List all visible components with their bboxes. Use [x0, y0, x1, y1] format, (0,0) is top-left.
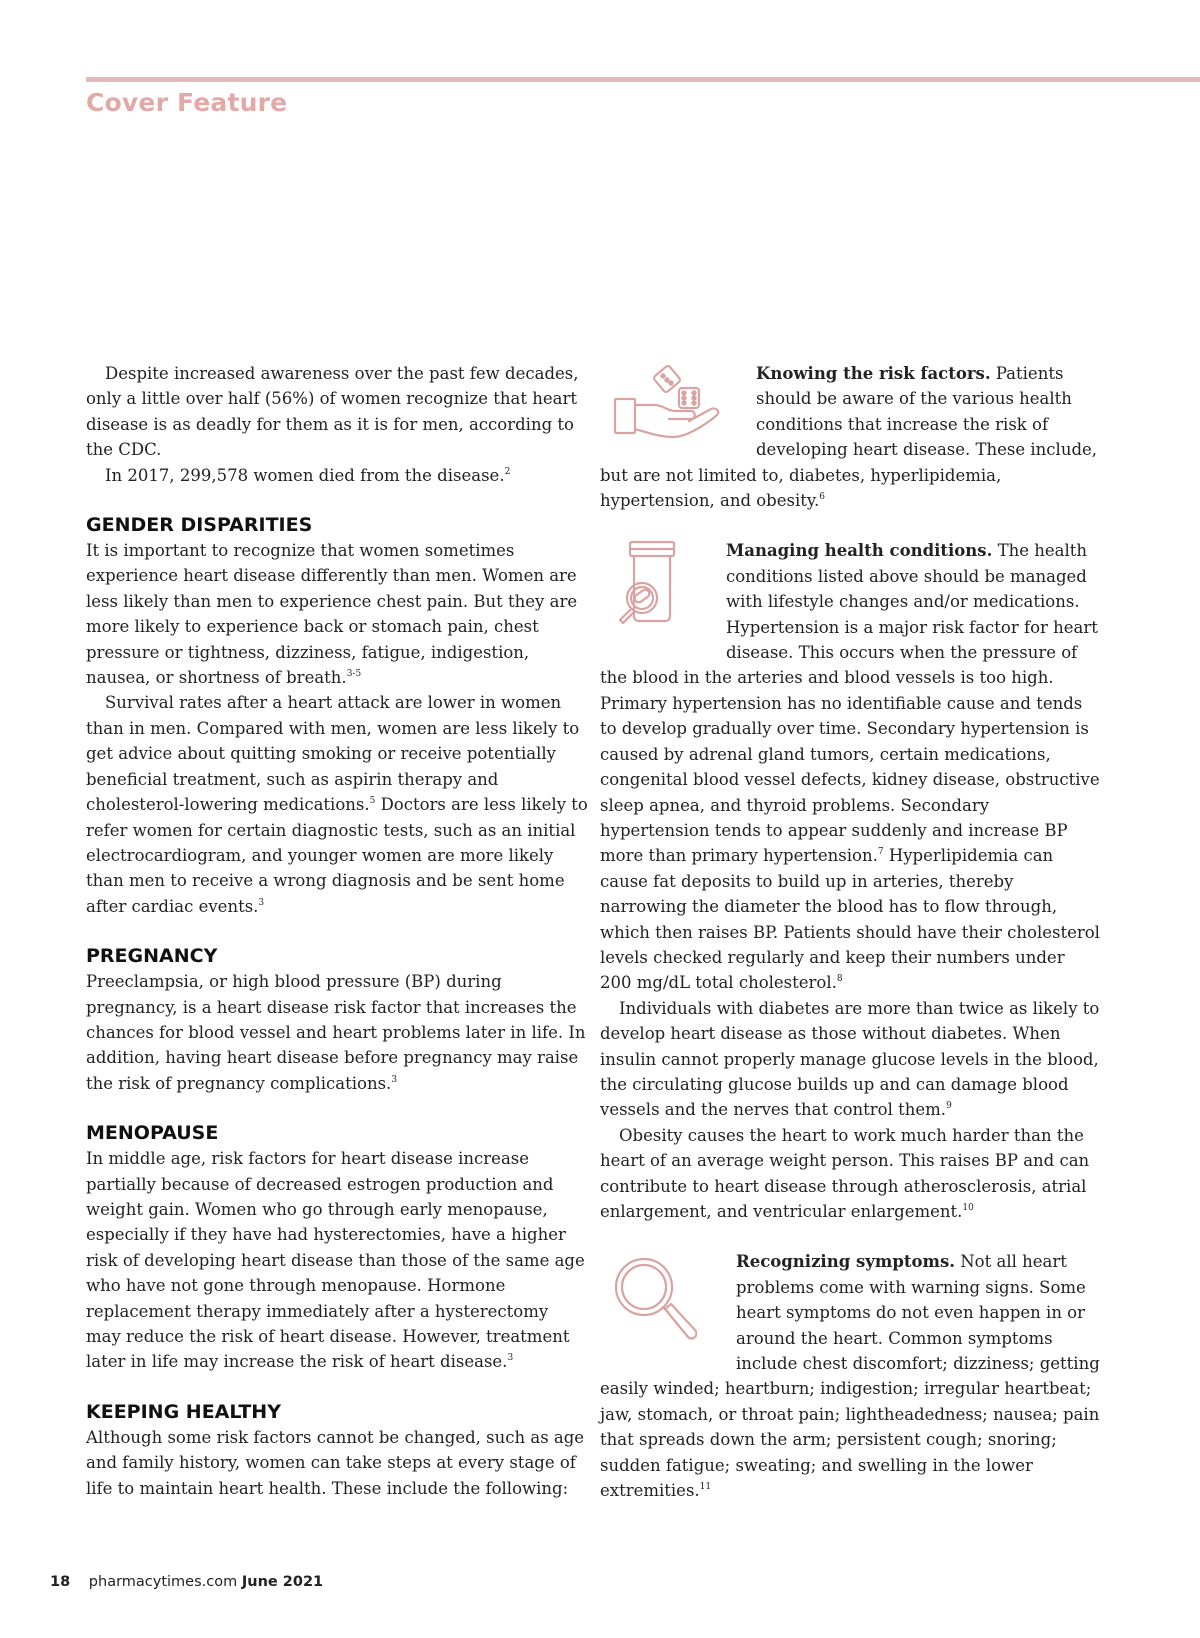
footer-issue: June 2021 — [241, 1574, 324, 1590]
heading-keeping-healthy: KEEPING HEALTHY — [86, 1400, 281, 1423]
gender-paragraph-1: It is important to recognize that women sometimes experience heart disease differently than men. Women are less likely than men to experience chest pain. But they are more likely to experience back or stomach pain, chest pressure or tightness, dizziness, fatigue, indigestion, nausea, or shortness of breath.$^{3-5}$ — [86, 541, 578, 688]
magnifying-glass-icon — [612, 1255, 697, 1341]
keeping-healthy-paragraph: Although some risk factors cannot be changed, such as age and family history, women can take steps at every stage of life to maintain heart health. These include the following: — [86, 1427, 585, 1498]
citation: 5 — [369, 796, 376, 807]
header-rule — [86, 77, 1200, 82]
intro-paragraph-1: Despite increased awareness over the past few decades, only a little over half (56%) of women recognize that heart disease is as deadly for them as it is for men, according to the CDC. — [86, 364, 579, 460]
risk-factors-paragraph: Knowing the risk factors. Patients should be aware of the various health conditions that increase the risk of developing heart disease. These include, but are not limited to, diabetes, hyperlipidemia, hypertension, and obesity.$^6$ — [600, 364, 1098, 511]
left-column — [86, 361, 588, 1501]
citation: 3-5 — [346, 669, 362, 680]
footer-site: pharmacytimes.com — [88, 1574, 238, 1590]
citation: 3 — [507, 1353, 514, 1364]
heading-pregnancy: PREGNANCY — [86, 945, 218, 968]
pregnancy-paragraph: Preeclampsia, or high blood pressure (BP) during pregnancy, is a heart disease risk factor that increases the chances for blood vessel and heart problems later in life. In addition, having heart disease before pregnancy may raise the risk of pregnancy complications.$^3$ — [86, 972, 586, 1093]
citation: 3 — [391, 1074, 398, 1085]
section-label: Cover Feature — [86, 88, 288, 117]
citation: 7 — [877, 847, 884, 858]
symptoms-block — [600, 1249, 1100, 1503]
right-column — [600, 361, 1100, 1503]
page-number: 18 — [50, 1574, 71, 1590]
diabetes-paragraph: Individuals with diabetes are more than twice as likely to develop heart disease as those without diabetes. When insulin cannot properly manage glucose levels in the blood, the circulating glucose builds up and can damage blood vessels and the nerves that control them.$^9$ — [600, 998, 1100, 1120]
intro-paragraph-2: In 2017, 299,578 women died from the disease.$^2$ — [105, 465, 511, 485]
managing-conditions-paragraph: Managing health conditions. The health conditions listed above should be managed with lifestyle changes and/or medications. Hypertension is a major risk factor for heart disease. This occurs when the pressure of the blood in the arteries and blood vessels is too high. Primary hypertension has no identifiable cause and tends to develop gradually over time. Secondary hypertension is caused by adrenal gland tumors, certain medications, congenital blood vessel defects, kidney disease, obstructive sleep apnea, and thyroid problems. Secondary hypertension tends to appear suddenly and increase BP more than primary hypertension.$^7$ Hyperlipidemia can cause fat deposits to build up in arteries, thereby narrowing the diameter the blood has to flow through, which then raises BP. Patients should have their cholesterol levels checked regularly and keep their numbers under 200 mg/dL total cholesterol.$^8$ — [600, 541, 1100, 993]
heading-menopause: MENOPAUSE — [86, 1122, 219, 1145]
citation: 3 — [258, 897, 265, 908]
gender-paragraph-2: Survival rates after a heart attack are lower in women than in men. Compared with men, women are less likely to get advice about quitting smoking or receive potentially beneficial treatment, such as aspirin therapy and cholesterol-lowering medications.$^5$ Doctors are less likely to refer women for certain diagnostic tests, such as an initial electrocardiogram, and younger women are more likely than men to receive a wrong diagnosis and be sent home after cardiac events.$^3$ — [86, 693, 588, 916]
menopause-paragraph: In middle age, risk factors for heart disease increase partially because of decreased estrogen production and weight gain. Women who go through early menopause, especially if they have had hysterectomies, have a higher risk of developing heart disease than those of the same age who have not gone through menopause. Hormone replacement therapy immediately after a hysterectomy may reduce the risk of heart disease. However, treatment later in life may increase the risk of heart disease.$^3$ — [86, 1149, 585, 1372]
obesity-paragraph: Obesity causes the heart to work much harder than the heart of an average weight person. This raises BP and can contribute to heart disease through atherosclerosis, atrial enlargement, and ventricular enlargement.$^{10}$ — [600, 1125, 1090, 1221]
citation: 6 — [819, 492, 825, 503]
heading-gender-disparities: GENDER DISPARITIES — [86, 514, 313, 537]
citation: 8 — [836, 974, 843, 985]
page-footer — [50, 1574, 323, 1590]
hand-dice-icon — [612, 361, 722, 449]
risk-factors-block — [600, 361, 1100, 513]
citation: 9 — [946, 1101, 952, 1112]
pill-bottle-icon — [612, 538, 692, 632]
citation: 2 — [504, 466, 511, 477]
citation: 10 — [962, 1203, 974, 1213]
citation: 11 — [699, 1482, 712, 1493]
managing-conditions-block — [600, 538, 1100, 995]
symptoms-paragraph: Recognizing symptoms. Not all heart problems come with warning signs. Some heart symptoms do not even happen in or around the heart. Common symptoms include chest discomfort; dizziness; getting easily winded; heartburn; indigestion; irregular heartbeat; jaw, stomach, or throat pain; lightheadedness; nausea; pain that spreads down the arm; persistent cough; snoring; sudden fatigue; sweating; and swelling in the lower extremities.$^{11}$ — [600, 1252, 1100, 1501]
